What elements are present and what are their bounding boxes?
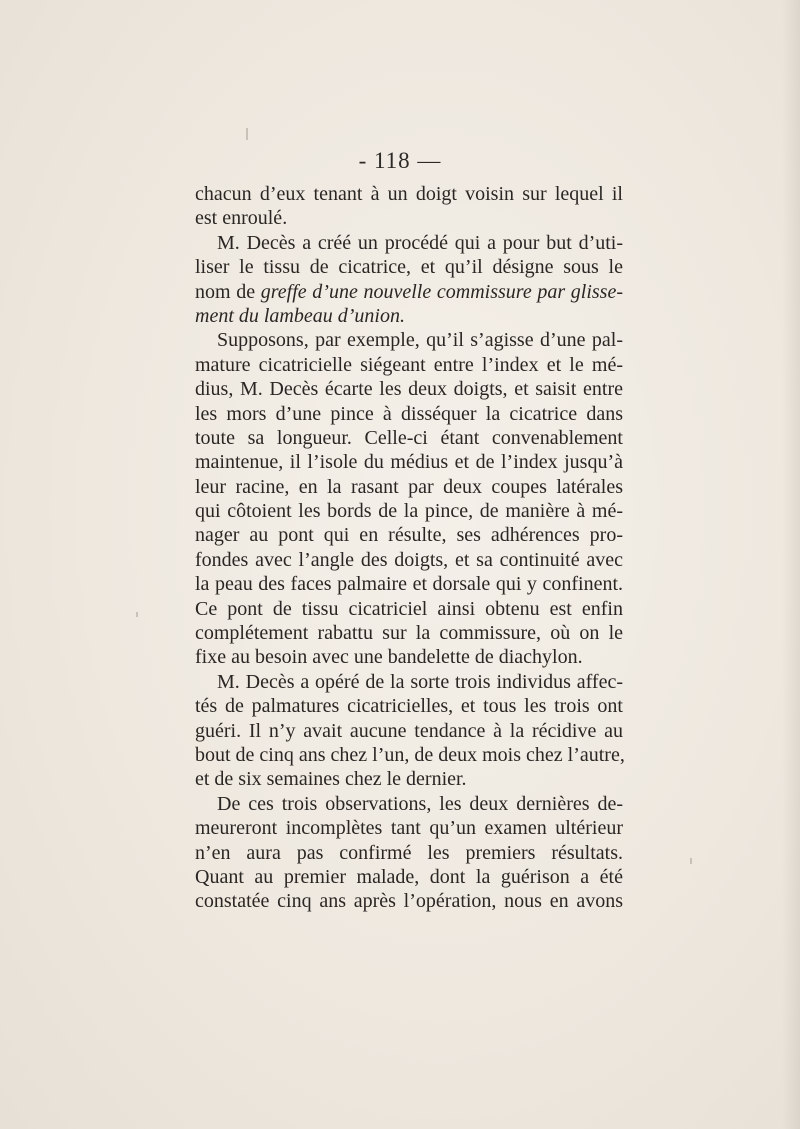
text-line: M. Decès a opéré de la sorte trois individus affec- [217,670,623,693]
text-line: mature cicatricielle siégeant entre l’index et le mé- [195,353,623,376]
text-line: meureront incomplètes tant qu’un examen ultérieur [195,817,623,840]
text-line: guéri. Il n’y avait aucune tendance à la récidive au [195,719,623,742]
text-span: nom de [195,280,261,303]
text-line: la peau des faces palmaire et dorsale qui y confinent. [195,573,623,596]
paper-speck [136,612,138,617]
text-line: nager au pont qui en résulte, ses adhérences pro- [195,524,623,547]
text-line: les mors d’une pince à disséquer la cicatrice dans [195,402,623,425]
text-line: De ces trois observations, les deux dernières de- [217,792,623,815]
text-line: chacun d’eux tenant à un doigt voisin sur lequel il [195,183,623,205]
italic-term: greffe d’une nouvelle commissure par glisse- [260,280,624,303]
text-line: n’en aura pas confirmé les premiers résultats. [195,841,623,864]
text-line: Ce pont de tissu cicatriciel ainsi obtenu est enfin [195,597,623,620]
text-line: complétement rabattu sur la commissure, où on le [195,622,623,645]
text-line: M. Decès a créé un procédé qui a pour but d’uti- [217,231,623,254]
body-text [195,182,623,914]
text-line: fixe au besoin avec une bandelette de diachylon. [195,646,583,669]
text-line: qui côtoient les bords de la pince, de manière à mé- [195,500,623,523]
text-line: constatée cinq ans après l’opération, nous en avons [195,890,623,913]
text-line: dius, M. Decès écarte les deux doigts, et saisit entre [195,378,623,401]
text-line: leur racine, en la rasant par deux coupes latérales [195,475,623,498]
text-line: Supposons, par exemple, qu’il s’agisse d’une pal- [217,329,623,352]
paper-speck [690,858,692,864]
text-line: tés de palmatures cicatricielles, et tous les trois ont [195,695,623,718]
text-line: maintenue, il l’isole du médius et de l’index jusqu’à [195,451,623,474]
text-line: bout de cinq ans chez l’un, de deux mois chez l’autre, [195,743,625,766]
text-line: toute sa longueur. Celle-ci étant convenablement [195,426,623,449]
page-number: - 118 — [358,148,442,173]
text-line: liser le tissu de cicatrice, et qu’il désigne sous le [195,256,623,279]
text-line: est enroulé. [195,207,288,230]
text-line: et de six semaines chez le dernier. [195,768,467,791]
italic-term: ment du lambeau d’union. [195,304,405,327]
text-line-mixed [195,280,623,304]
paper-speck [246,128,248,140]
text-line: Quant au premier malade, dont la guérison a été [195,865,623,888]
text-line: fondes avec l’angle des doigts, et sa continuité avec [195,548,623,571]
text-line [195,304,623,328]
